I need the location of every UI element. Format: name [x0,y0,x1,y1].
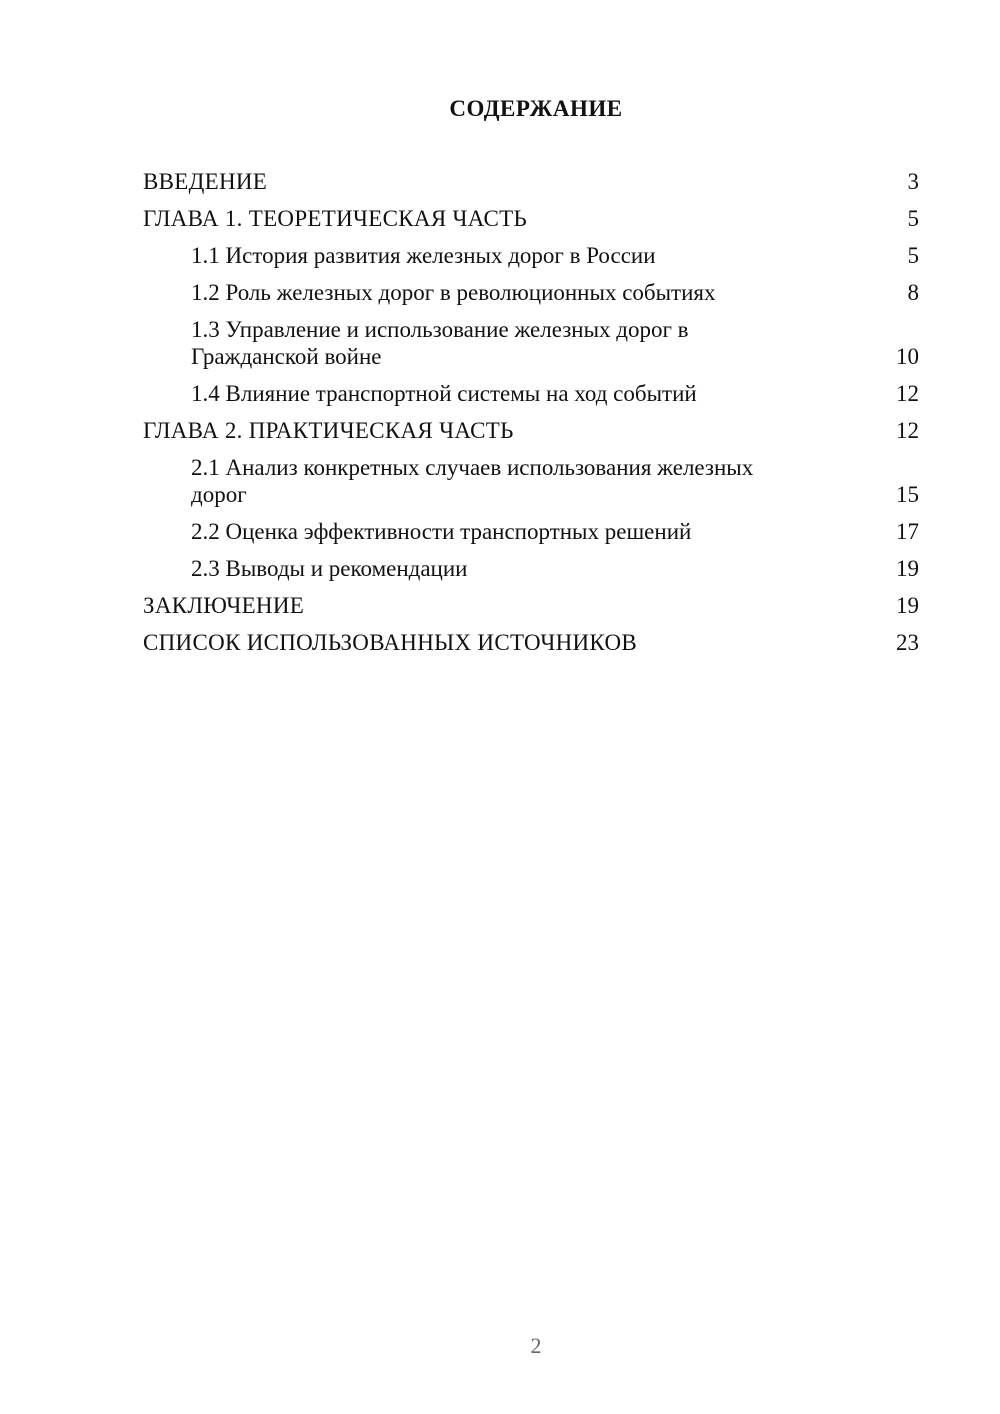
page-number: 2 [530,1333,542,1358]
table-of-contents [143,168,919,666]
toc-entry-label: 1.2 Роль железных дорог в революционных событиях [191,280,716,305]
toc-entry-references[interactable] [143,629,919,656]
toc-entry-introduction[interactable] [143,168,919,195]
toc-entry-page: 17 [896,519,919,544]
toc-entry-page: 19 [896,556,919,581]
toc-entry-label: ГЛАВА 2. ПРАКТИЧЕСКАЯ ЧАСТЬ [143,418,514,443]
toc-entry-section-2-1[interactable] [143,454,919,508]
toc-entry-page: 5 [907,243,919,268]
toc-entry-label: 1.4 Влияние транспортной системы на ход событий [191,381,697,406]
toc-title: СОДЕРЖАНИЕ [449,96,623,121]
toc-entry-label: 1.1 История развития железных дорог в России [191,243,656,268]
toc-entry-section-1-3[interactable] [143,316,919,370]
toc-entry-page: 19 [896,593,919,618]
toc-entry-page: 23 [896,630,919,655]
toc-entry-section-1-2[interactable] [143,279,919,306]
toc-entry-page: 8 [907,280,919,305]
toc-entry-label: СПИСОК ИСПОЛЬЗОВАННЫХ ИСТОЧНИКОВ [143,630,638,655]
toc-entry-label: ЗАКЛЮЧЕНИЕ [143,593,305,618]
toc-entry-section-2-2[interactable] [143,518,919,545]
toc-entry-section-2-3[interactable] [143,555,919,582]
toc-entry-page: 10 [896,344,919,369]
toc-entry-label: ВВЕДЕНИЕ [143,169,268,194]
toc-entry-section-1-1[interactable] [143,242,919,269]
toc-entry-label: 2.1 Анализ конкретных случаев использования железных дорог [191,455,754,507]
toc-entry-page: 12 [896,418,919,443]
toc-entry-label: 1.3 Управление и использование железных дорог в Гражданской войне [191,317,689,369]
toc-entry-page: 3 [907,169,919,194]
toc-entry-chapter-2[interactable] [143,417,919,444]
toc-entry-page: 5 [907,206,919,231]
toc-entry-page: 15 [896,482,919,507]
toc-entry-page: 12 [896,381,919,406]
toc-entry-chapter-1[interactable] [143,205,919,232]
toc-entry-label: ГЛАВА 1. ТЕОРЕТИЧЕСКАЯ ЧАСТЬ [143,206,528,231]
toc-entry-section-1-4[interactable] [143,380,919,407]
toc-entry-label: 2.2 Оценка эффективности транспортных решений [191,519,692,544]
toc-entry-conclusion[interactable] [143,592,919,619]
toc-entry-label: 2.3 Выводы и рекомендации [191,556,468,581]
